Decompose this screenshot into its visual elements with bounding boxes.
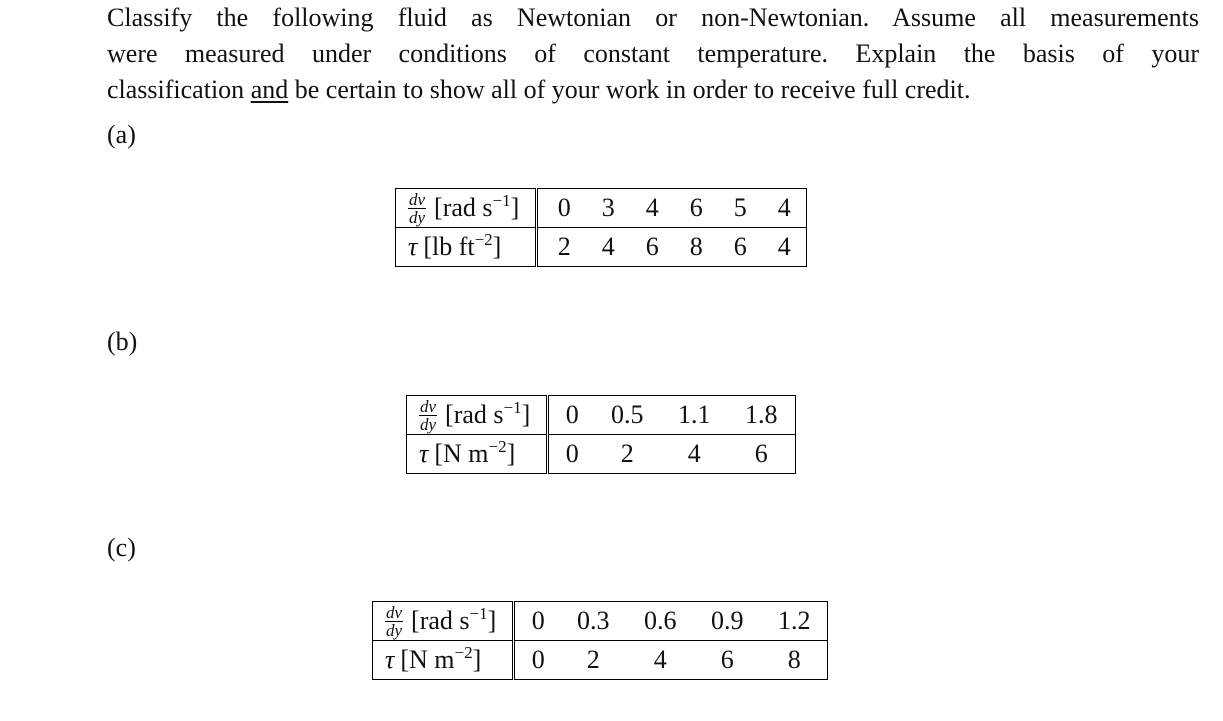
shear-stress-row	[373, 641, 828, 680]
underlined-word: and	[250, 75, 289, 104]
value-cell: 2	[537, 228, 587, 267]
value-cell: 6	[727, 435, 796, 474]
value-cell: 8	[761, 641, 828, 680]
value-cell: 4	[627, 641, 693, 680]
unit-exponent: −1	[469, 604, 488, 623]
statement-text: be certain to show all of your work in order to receive full credit.	[294, 75, 971, 104]
value-cell: 3	[586, 189, 630, 228]
value-cell: 4	[630, 189, 674, 228]
value-cell: 0	[537, 189, 587, 228]
shear-stress-row	[407, 435, 796, 474]
unit-close: ]	[510, 193, 520, 222]
part-a-label: (a)	[107, 120, 136, 149]
value-cell: 0	[514, 602, 560, 641]
part-c-label: (c)	[107, 533, 136, 562]
unit-exponent: −2	[474, 230, 493, 249]
statement-line-2: were measured under conditions of constant temperature. Explain the basis of your	[107, 39, 1199, 68]
shear-rate-row	[373, 602, 828, 641]
statement-line-3	[107, 72, 1199, 108]
shear-rate-row	[396, 189, 807, 228]
value-cell: 5	[718, 189, 762, 228]
value-cell: 1.2	[761, 602, 828, 641]
unit-base: [N m	[400, 645, 455, 674]
unit	[411, 606, 496, 635]
value-cell: 4	[762, 228, 807, 267]
part-c-table	[372, 601, 828, 680]
value-cell: 4	[762, 189, 807, 228]
value-cell: 0.3	[559, 602, 627, 641]
shear-stress-row	[396, 228, 807, 267]
tau-symbol: τ	[385, 645, 395, 674]
value-cell: 0	[514, 641, 560, 680]
value-cell: 6	[693, 641, 761, 680]
value-cell: 2	[559, 641, 627, 680]
value-cell: 4	[661, 435, 727, 474]
unit-close: ]	[506, 439, 516, 468]
statement-text: classification	[107, 75, 245, 104]
shear-stress-header	[407, 435, 548, 474]
value-cell: 2	[593, 435, 661, 474]
fraction-denominator: dy	[386, 620, 403, 640]
value-cell: 6	[630, 228, 674, 267]
value-cell: 0	[548, 396, 594, 435]
unit	[434, 193, 519, 222]
fraction-numerator: dv	[386, 602, 403, 622]
unit-close: ]	[487, 606, 497, 635]
shear-rate-row	[407, 396, 796, 435]
value-cell: 0.6	[627, 602, 693, 641]
fraction-denominator: dy	[420, 414, 437, 434]
unit-close: ]	[492, 232, 502, 261]
shear-rate-header	[373, 602, 514, 641]
dv-dy-fraction	[385, 602, 403, 640]
unit-exponent: −1	[503, 398, 522, 417]
fraction-numerator: dv	[420, 396, 437, 416]
part-a-table	[395, 188, 807, 267]
unit-exponent: −2	[488, 437, 507, 456]
unit-base: [N m	[434, 439, 489, 468]
statement-line-1: Classify the following fluid as Newtonian or non-Newtonian. Assume all measurements	[107, 3, 1199, 32]
fraction-denominator: dy	[409, 207, 426, 227]
dv-dy-fraction	[408, 189, 426, 227]
unit-exponent: −2	[454, 643, 473, 662]
unit-exponent: −1	[492, 191, 511, 210]
unit-base: [lb ft	[423, 232, 475, 261]
shear-rate-header	[407, 396, 548, 435]
value-cell: 0.5	[593, 396, 661, 435]
problem-statement	[107, 0, 1199, 108]
tau-symbol: τ	[408, 232, 418, 261]
part-b-label: (b)	[107, 327, 138, 356]
fraction-numerator: dv	[409, 189, 426, 209]
value-cell: 1.8	[727, 396, 796, 435]
value-cell: 6	[674, 189, 718, 228]
unit	[445, 400, 530, 429]
part-b-table	[406, 395, 796, 474]
unit-base: [rad s	[434, 193, 493, 222]
unit-base: [rad s	[411, 606, 470, 635]
unit-base: [rad s	[445, 400, 504, 429]
dv-dy-fraction	[419, 396, 437, 434]
value-cell: 8	[674, 228, 718, 267]
shear-rate-header	[396, 189, 537, 228]
value-cell: 0.9	[693, 602, 761, 641]
shear-stress-header	[373, 641, 514, 680]
value-cell: 1.1	[661, 396, 727, 435]
unit-close: ]	[472, 645, 482, 674]
value-cell: 6	[718, 228, 762, 267]
tau-symbol: τ	[419, 439, 429, 468]
value-cell: 0	[548, 435, 594, 474]
value-cell: 4	[586, 228, 630, 267]
unit-close: ]	[521, 400, 531, 429]
shear-stress-header	[396, 228, 537, 267]
